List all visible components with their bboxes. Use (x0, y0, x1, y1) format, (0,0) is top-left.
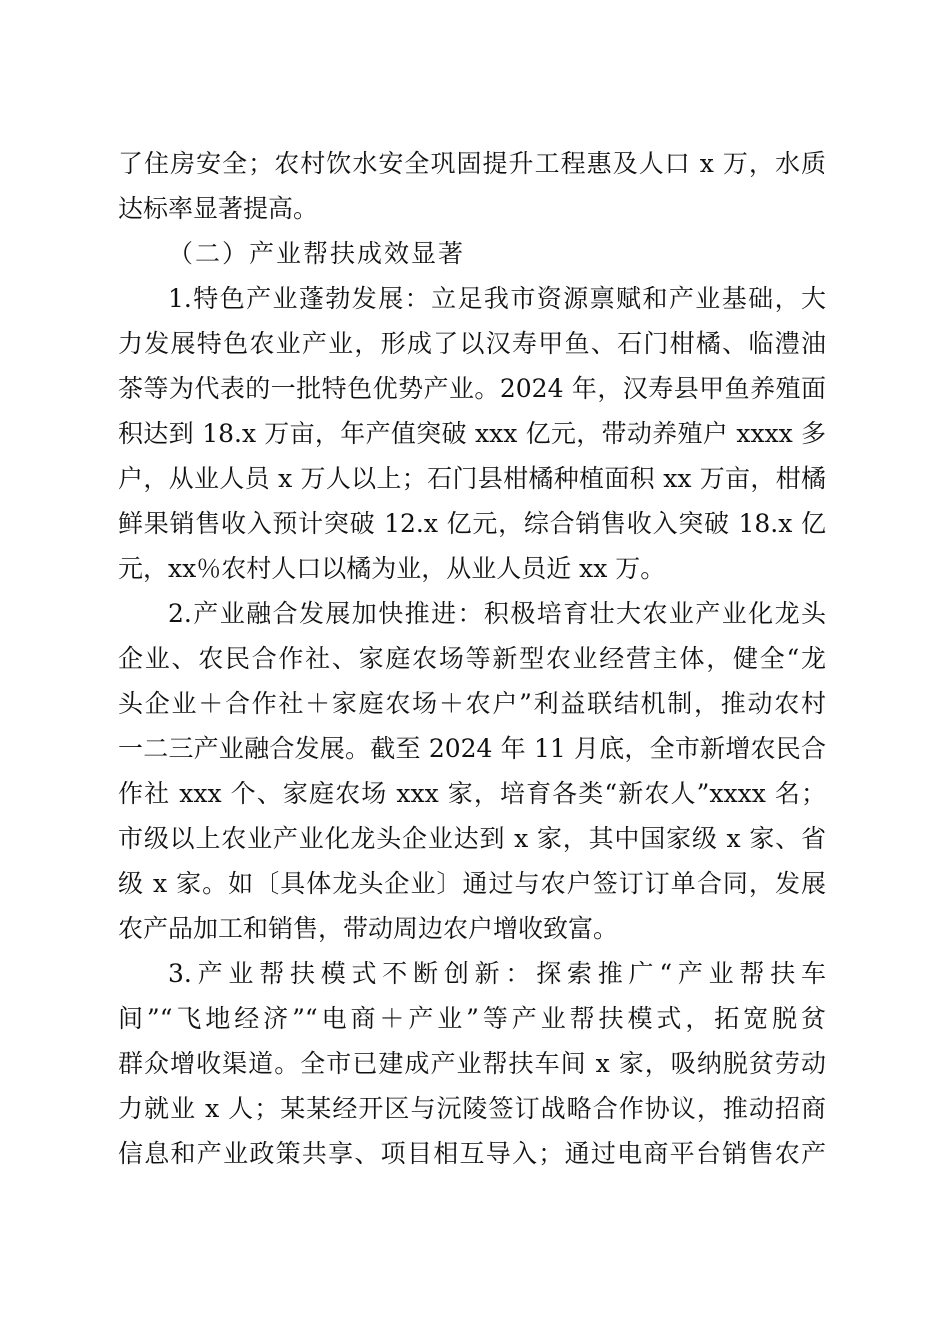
paragraph-2-first-line: 2.产业融合发展加快推进：积极培育壮大农业产业化龙头 (168, 599, 826, 628)
text-line: 企业、农民合作社、家庭农场等新型农业经营主体，健全“龙 (118, 644, 826, 673)
text-line: 农产品加工和销售，带动周边农户增收致富。 (118, 914, 619, 943)
text-line: 达标率显著提高。 (118, 194, 319, 223)
text-line: 茶等为代表的一批特色优势产业。2024 年，汉寿县甲鱼养殖面 (118, 374, 826, 403)
text-line: 元，xx％农村人口以橘为业，从业人员近 xx 万。 (118, 554, 666, 583)
text-line: 了住房安全；农村饮水安全巩固提升工程惠及人口 x 万，水质 (118, 149, 826, 178)
paragraph-3-first-line: 3.产业帮扶模式不断创新：探索推广“产业帮扶车 (168, 959, 826, 988)
text-line: 群众增收渠道。全市已建成产业帮扶车间 x 家，吸纳脱贫劳动 (118, 1049, 826, 1078)
text-line: 户，从业人员 x 万人以上；石门县柑橘种植面积 xx 万亩，柑橘 (118, 464, 826, 493)
text-line: 头企业＋合作社＋家庭农场＋农户”利益联结机制，推动农村 (118, 689, 826, 718)
text-line: 间”“飞地经济”“电商＋产业”等产业帮扶模式，拓宽脱贫 (118, 1004, 826, 1033)
paragraph-1-first-line: 1.特色产业蓬勃发展：立足我市资源禀赋和产业基础，大 (168, 284, 826, 313)
text-line: 一二三产业融合发展。截至 2024 年 11 月底，全市新增农民合 (118, 734, 826, 763)
text-line: 鲜果销售收入预计突破 12.x 亿元，综合销售收入突破 18.x 亿 (118, 509, 826, 538)
section-heading: （二）产业帮扶成效显著 (168, 239, 466, 268)
text-line: 级 x 家。如〔具体龙头企业〕通过与农户签订订单合同，发展 (118, 869, 826, 898)
text-line: 市级以上农业产业化龙头企业达到 x 家，其中国家级 x 家、省 (118, 824, 826, 853)
text-line: 力就业 x 人；某某经开区与沅陵签订战略合作协议，推动招商 (118, 1094, 826, 1123)
text-line: 积达到 18.x 万亩，年产值突破 xxx 亿元，带动养殖户 xxxx 多 (118, 419, 826, 448)
text-line: 力发展特色农业产业，形成了以汉寿甲鱼、石门柑橘、临澧油 (118, 329, 826, 358)
text-line: 作社 xxx 个、家庭农场 xxx 家，培育各类“新农人”xxxx 名； (118, 779, 826, 808)
text-line: 信息和产业政策共享、项目相互导入；通过电商平台销售农产 (118, 1139, 826, 1168)
